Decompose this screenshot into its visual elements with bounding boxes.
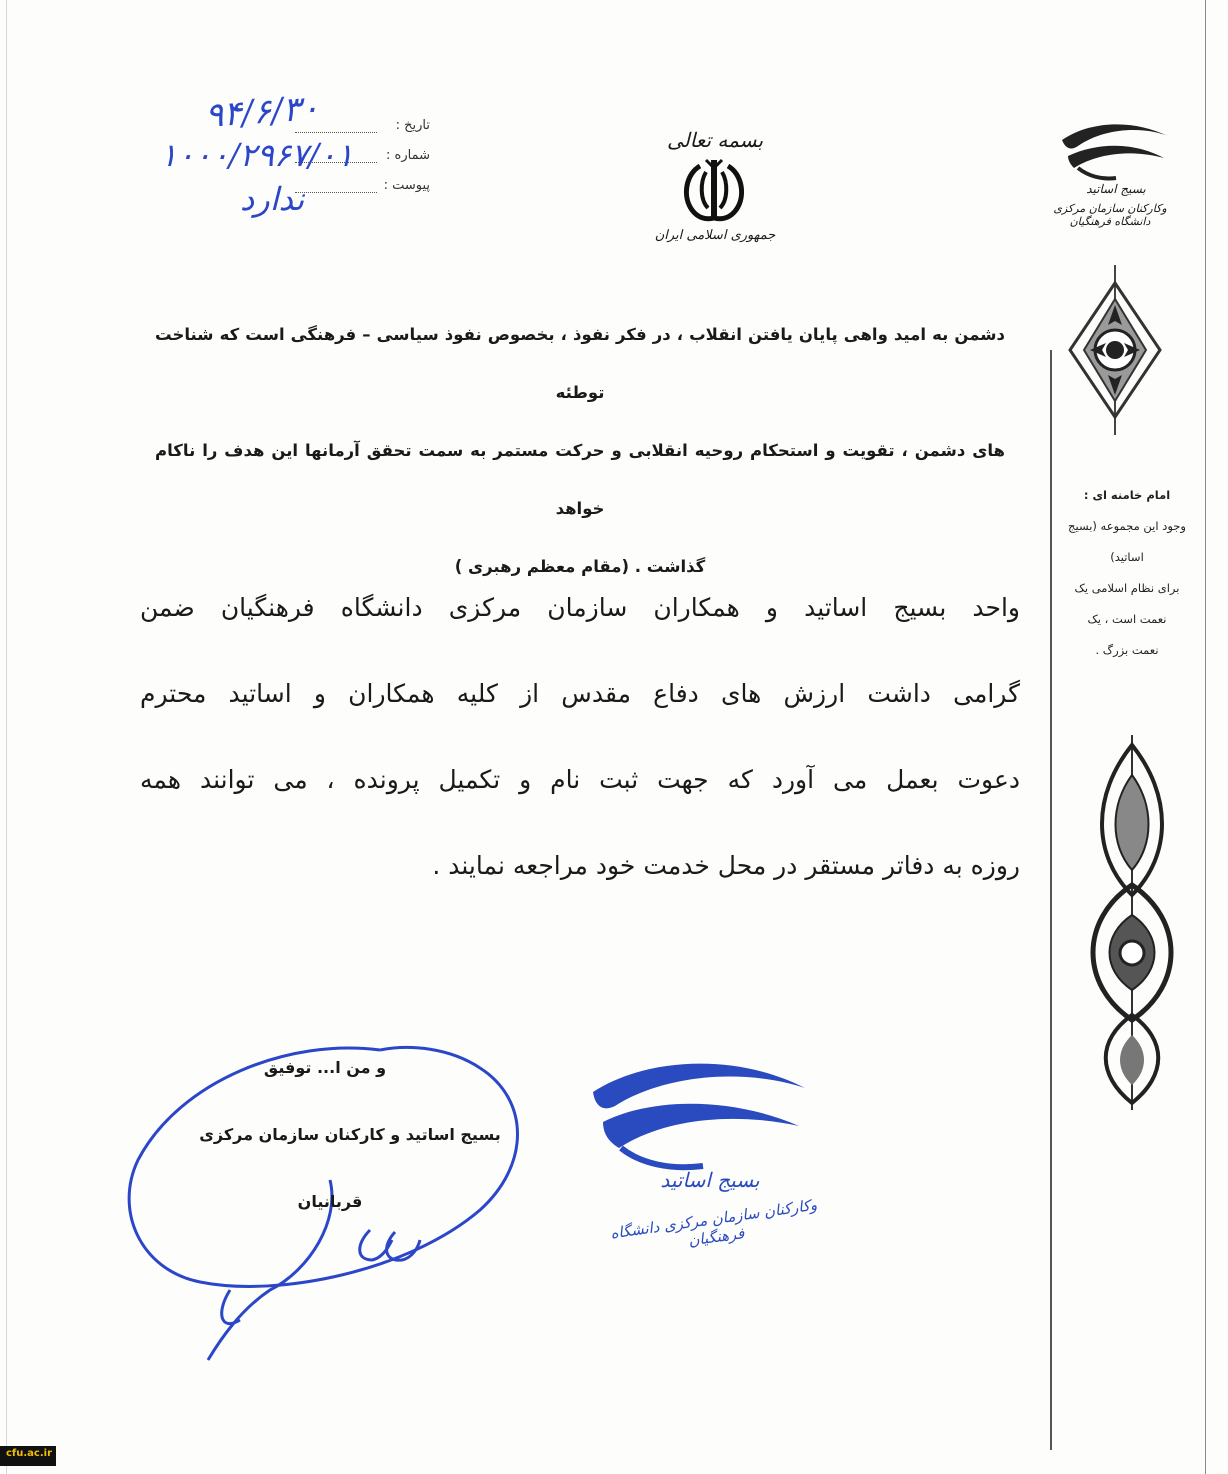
stamp-line2: وکارکنان سازمان مرکزی دانشگاه فرهنگیان	[609, 1195, 819, 1250]
body-line: دعوت بعمل می آورد که جهت ثبت نام و تکمیل پرونده ، می توانند همه	[140, 765, 1020, 794]
attachment-dotted-line	[295, 192, 377, 193]
org-logo-line1: بسیج اساتید	[1086, 182, 1146, 196]
date-handwritten: ۹۴/۶/۳۰	[203, 88, 321, 136]
side-quote-line: وجود این مجموعه (بسیج اساتید)	[1068, 519, 1186, 564]
letter-body	[140, 565, 1020, 909]
basij-logo-icon	[1058, 118, 1174, 182]
body-line: گرامی داشت ارزش های دفاع مقدس از کلیه همکاران و اساتید محترم	[140, 679, 1020, 708]
quote-line: های دشمن ، تقویت و استحکام روحیه انقلابی و حرکت مستمر به سمت تحقق آرمانها این هدف را ناکام خواهد	[155, 441, 1005, 518]
date-dotted-line	[295, 132, 377, 133]
number-label: شماره :	[386, 148, 430, 163]
attachment-label: پیوست :	[383, 178, 430, 193]
stamp-line1: بسیج اساتید	[660, 1168, 760, 1192]
page-right-border	[1205, 0, 1206, 1474]
side-quote-line: نعمت بزرگ .	[1095, 643, 1159, 657]
number-handwritten: ۱۰۰۰/۲۹۶۷/۰۱	[160, 136, 354, 174]
basij-stamp-icon	[585, 1052, 815, 1172]
quote-line: گذاشت . (مقام معظم رهبری )	[454, 557, 706, 576]
side-panel-border	[1050, 350, 1052, 1450]
page-left-edge	[6, 0, 7, 1474]
ornament-bottom-icon	[1072, 735, 1192, 1110]
body-line: واحد بسیج اساتید و همکاران سازمان مرکزی دانشگاه فرهنگیان ضمن	[140, 593, 1020, 622]
bismillah-text: بسمه تعالی	[666, 128, 764, 152]
date-label: تاریخ :	[395, 118, 430, 133]
side-quote-line: نعمت است ، یک	[1087, 612, 1167, 626]
signature-name: قربانیان	[297, 1192, 363, 1211]
side-quote-line: برای نظام اسلامی یک	[1074, 581, 1180, 595]
country-name-text: جمهوری اسلامی ایران	[654, 228, 776, 243]
ornament-top-icon	[1060, 265, 1170, 435]
attachment-handwritten: ندارد	[240, 180, 305, 218]
iran-emblem-icon	[672, 158, 756, 228]
body-line: روزه به دفاتر مستقر در محل خدمت خود مراجعه نمایند .	[432, 851, 1020, 880]
org-logo-line2: وکارکنان سازمان مرکزی دانشگاه فرهنگیان	[1053, 202, 1167, 228]
signature-org: بسیج اساتید و کارکنان سازمان مرکزی	[199, 1125, 501, 1144]
quote-line: دشمن به امید واهی پایان یافتن انقلاب ، در فکر نفوذ ، بخصوص نفوذ سیاسی – فرهنگی است که شناخت توطئه	[155, 325, 1005, 402]
side-quote	[1062, 480, 1192, 666]
side-quote-line: امام خامنه ای :	[1083, 488, 1171, 502]
watermark-text: cfu.ac.ir	[5, 1448, 53, 1459]
signature-closing: و من ا... توفیق	[263, 1058, 387, 1077]
leader-quote	[155, 306, 1005, 596]
